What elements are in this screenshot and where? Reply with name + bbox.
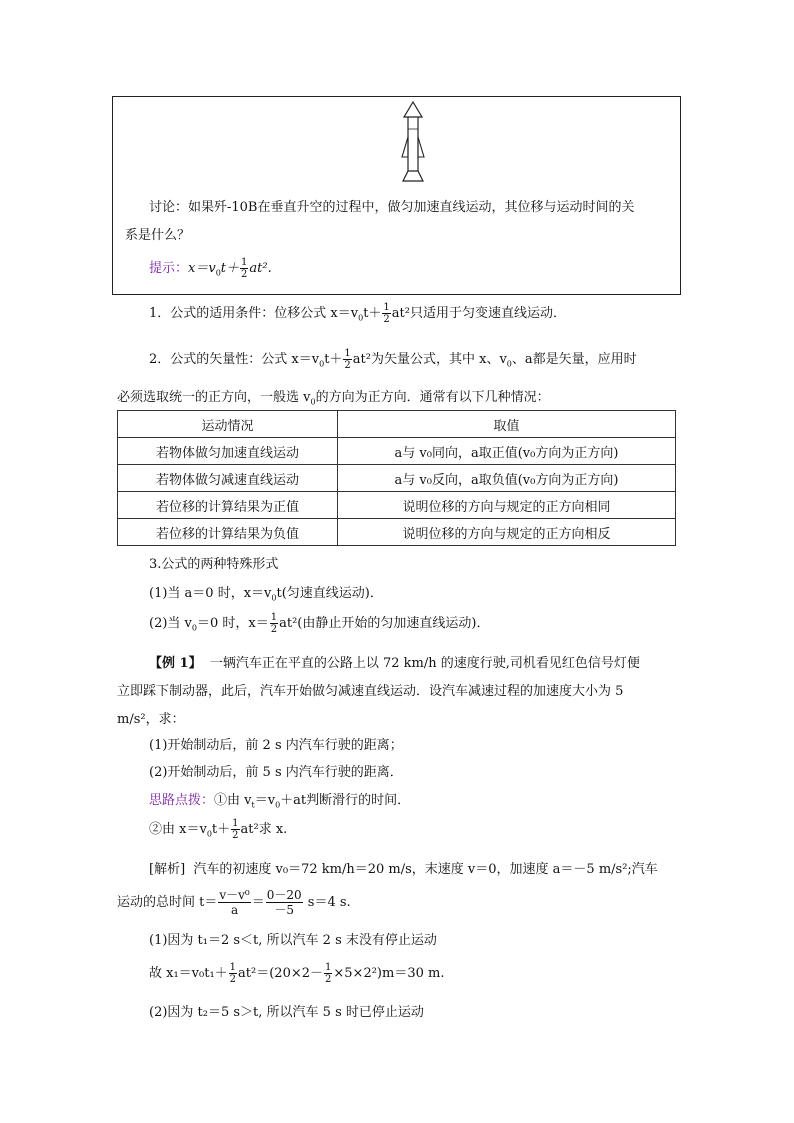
table-cell: 若物体做匀加速直线运动 <box>118 438 338 465</box>
point-1: 1．公式的适用条件：位移公式 $x=v_0t+$ $\frac{1}{2}$ at²只适用于匀变速直线运动． <box>149 302 566 325</box>
question-2: (2)开始制动后，前 5 s 内汽车行驶的距离． <box>149 765 403 780</box>
solution-label: [解析] <box>149 862 186 877</box>
special-fraction: $\frac{1}{2}$ <box>270 612 278 635</box>
hint-fraction: $\frac{1}{2}$ <box>241 257 248 280</box>
point-2: 2．公式的矢量性：公式 $x=v_0t+$ $\frac{1}{2}$ at²为矢量公式，其中 x、$v_0$、a都是矢量，应用时 <box>149 348 637 371</box>
example-line-3: m/s²，求： <box>117 712 185 727</box>
question-1: (1)开始制动后，前 2 s 内汽车行驶的距离； <box>149 738 403 753</box>
calc-fraction-2: $\frac{1}{2}$ <box>325 962 332 985</box>
tip-line-2: ②由 $x=v_0t+$ $\frac{1}{2}$ at²求 x. <box>149 818 288 841</box>
hint-formula-lhs: x＝v <box>188 261 216 276</box>
solution-line-2: 运动的总时间 t＝ $\frac{\text{v－v⁰}}{a}$ ＝ $\frac{0-20}{-5}$ s＝4 s. <box>117 888 351 917</box>
table-row <box>118 465 676 492</box>
example-line-1: 【例 1】 一辆汽车正在平直的公路上以 72 km/h 的速度行驶,司机看见红色信号灯便 <box>149 656 640 671</box>
tip-fraction: $\frac{1}{2}$ <box>232 818 239 841</box>
table-cell: 若位移的计算结果为正值 <box>118 492 338 519</box>
tip-label: 思路点拨： <box>149 793 215 808</box>
table-header-row <box>118 411 676 438</box>
special-title: 3.公式的两种特殊形式 <box>149 557 279 572</box>
hint-label: 提示： <box>149 261 189 276</box>
table-cell: 说明位移的方向与规定的正方向相反 <box>338 519 676 546</box>
table-row <box>118 519 676 546</box>
solution-part-1-calc: 故 x₁＝v₀t₁＋ $\frac{1}{2}$ at²＝(20×2－ $\frac{1}{2}$ ×5×2²)m＝30 m. <box>149 962 445 985</box>
table-row <box>118 438 676 465</box>
solution-part-1: (1)因为 t₁＝2 s＜t, 所以汽车 2 s 末没有停止运动 <box>149 933 437 948</box>
tip-line-1: 思路点拨：①由 $v_t=v_0+at$判断滑行的时间． <box>149 793 411 810</box>
hint-formula-tail: at². <box>249 261 272 276</box>
solution-fraction-2: $\frac{0-20}{-5}$ <box>266 888 302 917</box>
discussion-text-cont: 系是什么？ <box>125 228 191 243</box>
hint-formula-mid: t＋ <box>220 261 240 276</box>
calc-fraction-1: $\frac{1}{2}$ <box>229 962 237 985</box>
special-item-2: (2)当 $v_0=0$ 时，x＝ $\frac{1}{2}$ at²(由静止开始的匀加速直线运动)． <box>149 612 490 635</box>
rocket-figure <box>398 101 428 183</box>
special-item-1: (1)当 a＝0 时，$x=v_0t$(匀速直线运动)． <box>149 586 383 603</box>
point-2-fraction: $\frac{1}{2}$ <box>344 348 351 371</box>
table-row <box>118 492 676 519</box>
solution-fraction-1: $\frac{\text{v－v⁰}}{a}$ <box>219 888 250 917</box>
table-cell: 说明位移的方向与规定的正方向相同 <box>338 492 676 519</box>
example-line-2: 立即踩下制动器，此后，汽车开始做匀减速直线运动．设汽车减速过程的加速度大小为 5 <box>117 684 624 699</box>
solution-line-1: [解析] 汽车的初速度 v₀＝72 km/h＝20 m/s，末速度 v＝0，加速度 a＝－5 m/s²;汽车 <box>149 862 658 877</box>
point-1-fraction: $\frac{1}{2}$ <box>383 302 390 325</box>
example-label: 【例 1】 <box>149 656 202 671</box>
table-cell: a与 v₀同向，a取正值(v₀方向为正方向) <box>338 438 676 465</box>
table-cell: 若物体做匀减速直线运动 <box>118 465 338 492</box>
point-2-cont: 必须选取统一的正方向，一般选 $v_0$的方向为正方向．通常有以下几种情况： <box>117 390 550 407</box>
table-cell: a与 v₀反向，a取负值(v₀方向为正方向) <box>338 465 676 492</box>
hint-line: 提示：$x=v_0t+$ $\frac{1}{2}$ at². <box>149 257 272 280</box>
discussion-text: 讨论：如果歼-10B在垂直升空的过程中，做匀加速直线运动，其位移与运动时间的关 <box>149 200 635 215</box>
solution-part-2: (2)因为 t₂＝5 s＞t, 所以汽车 5 s 时已停止运动 <box>149 1005 424 1020</box>
cases-table <box>117 410 676 546</box>
table-header: 取值 <box>338 411 676 438</box>
table-header: 运动情况 <box>118 411 338 438</box>
table-cell: 若位移的计算结果为负值 <box>118 519 338 546</box>
